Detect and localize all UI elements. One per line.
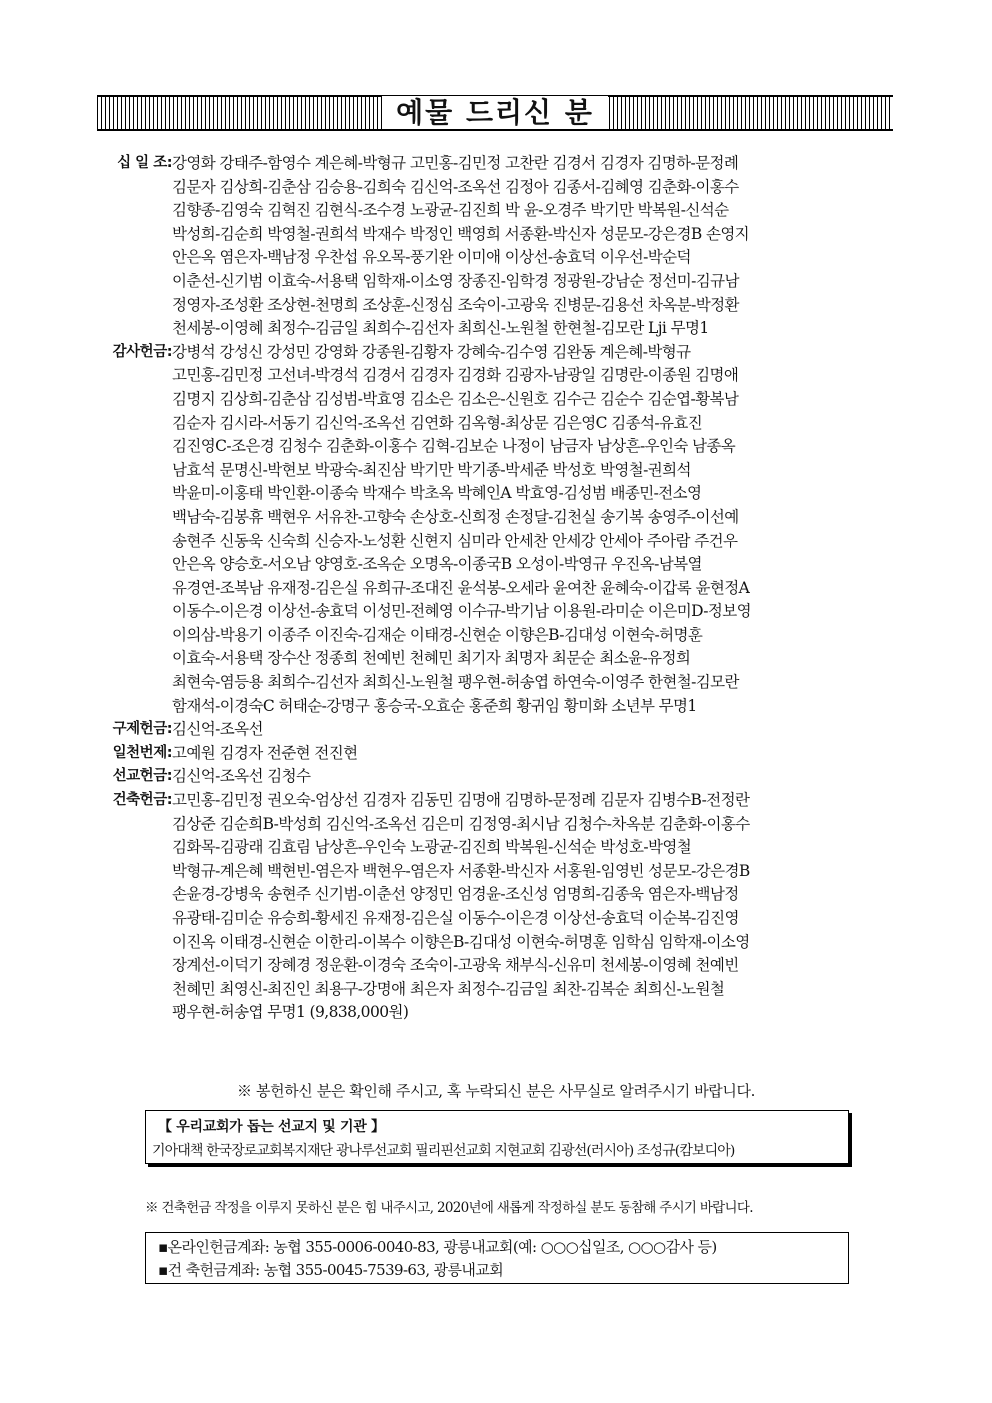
name-line: 함재석-이경숙C 허태순-강명구 홍승국-오효순 홍준희 황귀임 황미화 소년부 무명1 [172, 696, 697, 715]
section-label: 일천번제: [112, 744, 172, 761]
name-line: 천세봉-이영혜 최정수-김금일 최희수-김선자 최희신-노원철 한현철-김모란 Lji 무명1 [172, 319, 709, 338]
name-line: 장계선-이덕기 장혜경 정운환-이경숙 조숙이-고광욱 채부식-신유미 천세봉-이영혜 천예빈 [172, 956, 739, 975]
title-rule-bottom [97, 129, 893, 131]
name-line: 강병석 강성신 강성민 강영화 강종원-김황자 강혜숙-김수영 김완동 계은혜-박형규 [172, 342, 691, 361]
account-box [145, 1232, 849, 1284]
building-account: ▪건 축헌금계좌: 농협 355-0045-7539-63, 광릉내교회 [158, 1261, 504, 1279]
name-line: 김상준 김순희B-박성희 김신억-조옥선 김은미 김정영-최시남 김청수-차옥분 김춘화-이홍수 [172, 814, 750, 833]
section-label: 선교헌금: [112, 768, 172, 785]
name-line: 안은옥 염은자-백남정 우찬섭 유오목-풍기완 이미애 이상선-송효덕 이우선-박순덕 [172, 248, 691, 267]
name-line: 김향종-김영숙 김혁진 김현식-조수경 노광균-김진희 박 윤-오경주 박기만 박복원-신석순 [172, 201, 729, 220]
mission-list: 기아대책 한국장로교회복지재단 광나루선교회 필리핀선교회 지현교회 김광선(러시아) 조성규(캄보디아) [152, 1143, 735, 1159]
name-line: 천혜민 최영신-최진인 최용구-강명애 최은자 최정수-김금일 최찬-김복순 최희신-노원철 [172, 979, 725, 998]
name-line: 김문자 김상희-김춘삼 김승용-김희숙 김신억-조옥선 김정아 김종서-김혜영 김춘화-이홍수 [172, 177, 739, 196]
section-names [172, 789, 898, 1025]
offering-section [98, 152, 898, 341]
name-line: 박형규-계은혜 백현빈-염은자 백현우-염은자 서종환-박신자 서홍원-임영빈 성문모-강은경B [172, 861, 750, 880]
name-line: 고민홍-김민정 고선녀-박경석 김경서 김경자 김경화 김광자-남광일 김명란-이종원 김명애 [172, 366, 739, 385]
name-line: 유광태-김미순 유승희-황세진 유재정-김은실 이동수-이은경 이상선-송효덕 이순복-김진영 [172, 909, 739, 927]
offering-section [98, 718, 898, 742]
name-line: 유경연-조복남 유재정-김은실 유희규-조대진 윤석봉-오세라 윤여찬 윤혜숙-이갑록 윤현정A [172, 578, 750, 597]
offering-sections [98, 152, 898, 1025]
section-names [172, 718, 898, 742]
name-line: 김순자 김시라-서동기 김신억-조옥선 김연화 김옥형-최상문 김은영C 김종석-유효진 [172, 413, 703, 432]
name-line: 이효숙-서용택 장수산 정종희 천예빈 천혜민 최기자 최명자 최문순 최소윤-유정희 [172, 649, 691, 668]
name-line: 박윤미-이홍태 박인환-이종숙 박재수 박초옥 박혜인A 박효영-김성범 배종민-전소영 [172, 484, 702, 503]
offering-section [98, 765, 898, 789]
section-names [172, 152, 898, 341]
offering-section [98, 742, 898, 766]
name-line: 팽우현-허송엽 무명1 (9,838,000원) [172, 1003, 409, 1022]
name-line: 강영화 강태주-함영수 계은혜-박형규 고민홍-김민정 고찬란 김경서 김경자 김명하-문정례 [172, 154, 739, 172]
mission-box [145, 1110, 849, 1164]
section-label: 십 일 조: [117, 155, 172, 171]
name-line: 김신억-조옥선 김청수 [172, 767, 311, 786]
name-line: 정영자-조성환 조상현-천명희 조상훈-신정심 조숙이-고광욱 진병문-김용선 차옥분-박정환 [172, 295, 739, 314]
offering-section [98, 341, 898, 719]
page-title: 예물 드리신 분 [382, 96, 608, 130]
section-label: 구제헌금: [112, 721, 172, 738]
name-line: 안은옥 양승호-서오남 양영호-조옥순 오명옥-이종국B 오성이-박영규 우진옥-남복열 [172, 555, 702, 574]
offering-section [98, 789, 898, 1025]
notice-building: ※ 건축헌금 작정을 이루지 못하신 분은 힘 내주시고, 2020년에 새롭게 작정하실 분도 동참해 주시기 바랍니다. [145, 1200, 753, 1216]
name-line: 김진영C-조은경 김청수 김춘화-이홍수 김혁-김보순 나정이 남금자 남상흔-우인숙 남종옥 [172, 437, 736, 456]
name-line: 최현숙-염등용 최희수-김선자 최희신-노원철 팽우현-허송엽 하연숙-이영주 한현철-김모란 [172, 673, 739, 692]
notice-confirm: ※ 봉헌하신 분은 확인해 주시고, 혹 누락되신 분은 사무실로 알려주시기 바랍니다. [237, 1082, 755, 1100]
mission-heading: 【 우리교회가 돕는 선교지 및 기관 】 [158, 1119, 385, 1135]
name-line: 고예원 김경자 전준현 전진현 [172, 743, 358, 762]
name-line: 김신억-조옥선 [172, 720, 263, 739]
name-line: 송현주 신동욱 신숙희 신승자-노성환 신현지 심미라 안세찬 안세강 안세아 주아람 주건우 [172, 531, 738, 550]
name-line: 박성희-김순희 박영철-권희석 박재수 박정인 백영희 서종환-박신자 성문모-강은경B 손영지 [172, 224, 750, 243]
section-label: 건축헌금: [112, 792, 172, 809]
name-line: 남효석 문명신-박현보 박광숙-최진삼 박기만 박기종-박세준 박성호 박영철-권희석 [172, 460, 691, 479]
name-line: 손윤경-강병욱 송현주 신기범-이춘선 양정민 엄경윤-조신성 엄명희-김종욱 염은자-백남정 [172, 885, 739, 904]
section-names [172, 765, 898, 789]
name-line: 김화목-김광래 김효림 남상흔-우인숙 노광균-김진희 박복원-신석순 박성호-박영철 [172, 838, 692, 857]
name-line: 고민홍-김민정 권오숙-엄상선 김경자 김동민 김명애 김명하-문정례 김문자 김병수B-전정란 [172, 791, 750, 810]
section-names [172, 341, 898, 719]
section-names [172, 742, 898, 766]
name-line: 이의삼-박용기 이종주 이진숙-김재순 이태경-신현순 이향은B-김대성 이현숙-허명훈 [172, 625, 703, 644]
title-bar [97, 95, 893, 131]
name-line: 이춘선-신기범 이효숙-서용택 임학재-이소영 장종진-임학경 정광원-강남순 정선미-김규남 [172, 271, 739, 290]
section-label: 감사헌금: [112, 343, 172, 360]
online-account: ▪온라인헌금계좌: 농협 355-0006-0040-83, 광릉내교회(예: ○○○십일조, ○○○감사 등) [158, 1238, 717, 1256]
name-line: 김명지 김상희-김춘삼 김성범-박효영 김소은 김소은-신원호 김수근 김순수 김순엽-황복남 [172, 389, 739, 408]
name-line: 이진옥 이태경-신현순 이한리-이복수 이향은B-김대성 이현숙-허명훈 임학심 임학재-이소영 [172, 932, 750, 951]
name-line: 백남숙-김봉휴 백현우 서유찬-고향숙 손상호-신희정 손정달-김천실 송기복 송영주-이선예 [172, 507, 739, 526]
name-line: 이동수-이은경 이상선-송효덕 이성민-전혜영 이수규-박기남 이용원-라미순 이은미D-정보영 [172, 602, 752, 621]
